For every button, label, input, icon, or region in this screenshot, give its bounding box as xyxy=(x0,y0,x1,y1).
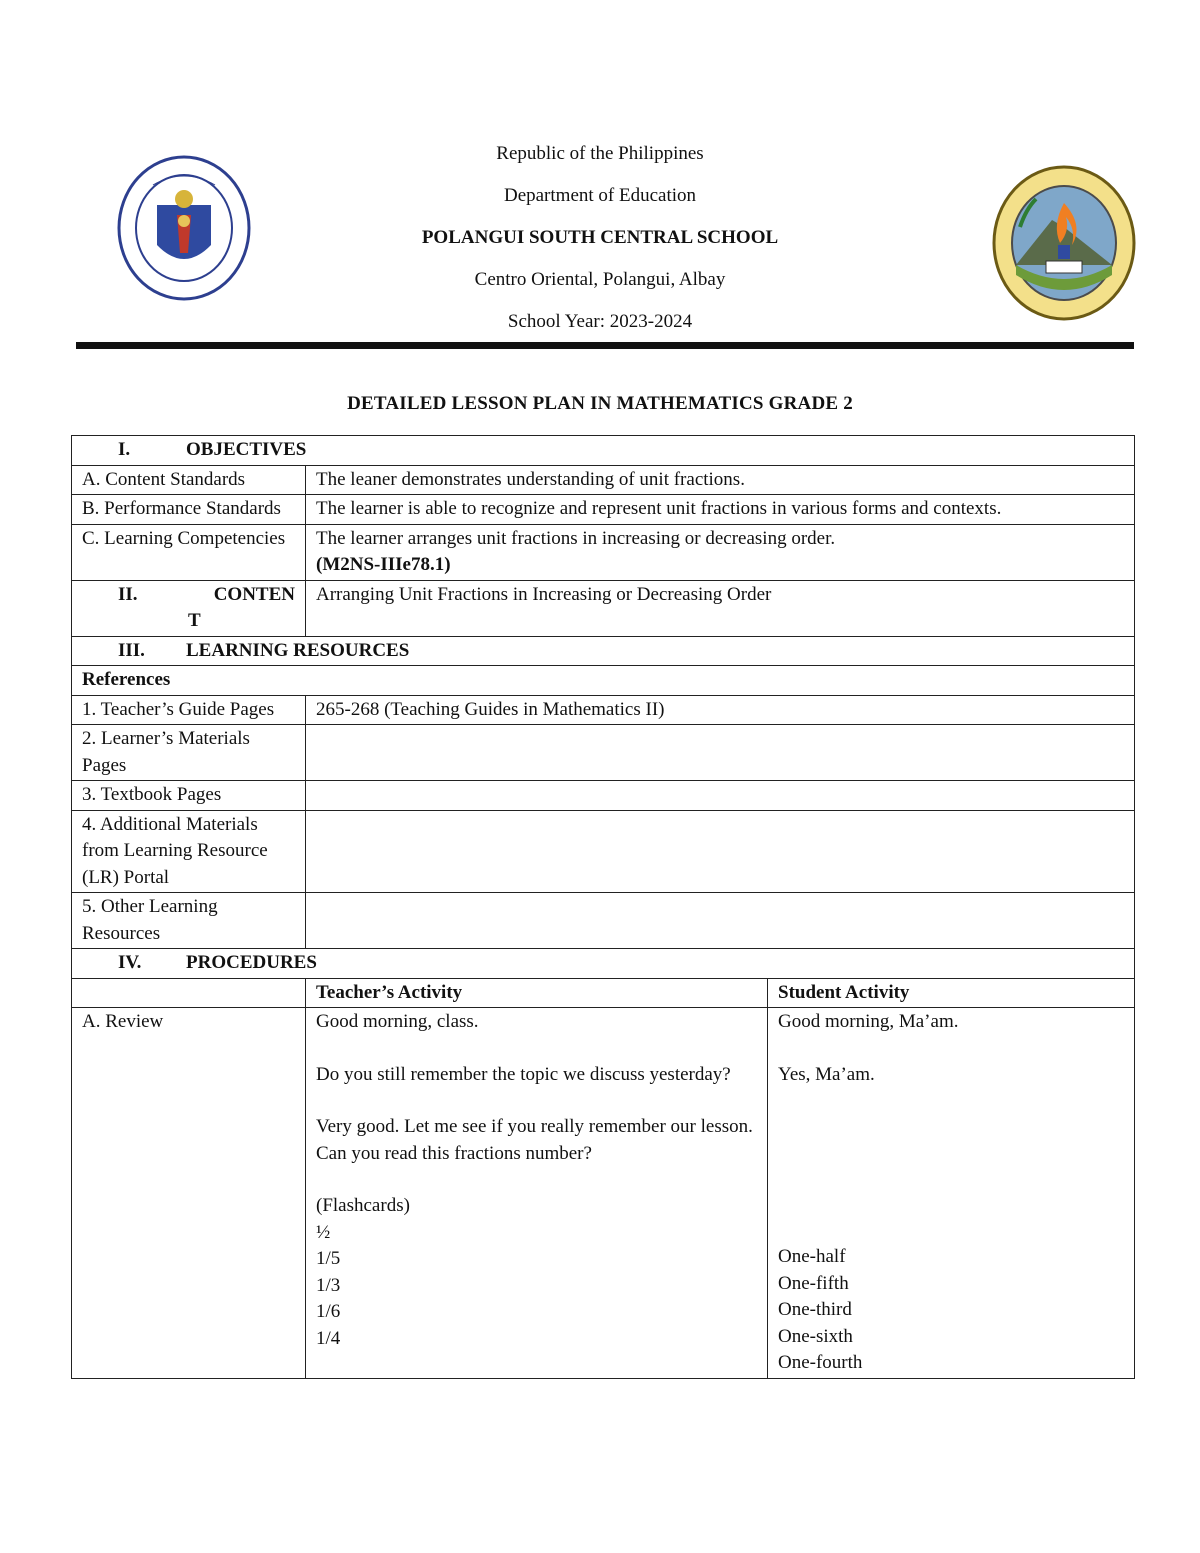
competencies-code: (M2NS-IIIe78.1) xyxy=(316,554,451,575)
student-answer: One-third xyxy=(778,1299,852,1320)
student-answer: One-fourth xyxy=(778,1352,863,1373)
section-label: PROCEDURES xyxy=(186,952,317,973)
competencies-value: The learner arranges unit fractions in increasing or decreasing order. xyxy=(316,527,836,549)
table-row xyxy=(72,495,1135,525)
section-number: II. xyxy=(118,583,138,605)
department-name: Department of Education xyxy=(503,185,697,206)
content-standards-label: A. Content Standards xyxy=(72,465,306,495)
table-row xyxy=(72,810,1135,893)
school-name: POLANGUI SOUTH CENTRAL SCHOOL xyxy=(421,227,779,248)
section-procedures-row xyxy=(72,949,1135,979)
section-label: OBJECTIVES xyxy=(186,439,307,460)
textbook-pages-value xyxy=(306,781,1135,811)
section-label-wrap: T xyxy=(188,610,201,631)
table-row xyxy=(72,695,1135,725)
lesson-plan-table xyxy=(71,435,1135,1379)
school-address: Centro Oriental, Polangui, Albay xyxy=(474,269,726,290)
section-objectives-heading xyxy=(72,436,1135,466)
content-standards-value: The leaner demonstrates understanding of unit fractions. xyxy=(306,465,1135,495)
fraction-item: 1/5 xyxy=(316,1248,341,1269)
section-content-heading xyxy=(72,580,306,636)
section-procedures-heading xyxy=(72,949,1135,979)
content-value: Arranging Unit Fractions in Increasing or Decreasing Order xyxy=(306,580,1135,636)
teacher-line: Good morning, class. xyxy=(316,1011,479,1032)
textbook-pages-label: 3. Textbook Pages xyxy=(72,781,306,811)
performance-standards-value: The learner is able to recognize and represent unit fractions in various forms and contexts. xyxy=(306,495,1135,525)
section-number: IV. xyxy=(118,952,142,973)
teacher-line: Do you still remember the topic we discuss yesterday? xyxy=(316,1063,731,1085)
performance-standards-label: B. Performance Standards xyxy=(72,495,306,525)
competencies-cell xyxy=(306,524,1135,580)
fraction-item: ½ xyxy=(316,1221,331,1243)
document-title: DETAILED LESSON PLAN IN MATHEMATICS GRADE 2 xyxy=(347,393,853,414)
teachers-guide-value: 265-268 (Teaching Guides in Mathematics II) xyxy=(306,695,1135,725)
review-row xyxy=(72,1008,1135,1379)
table-header-row xyxy=(72,978,1135,1008)
student-activity-cell xyxy=(768,1008,1135,1379)
section-content-row xyxy=(72,580,1135,636)
section-resources-row xyxy=(72,636,1135,666)
competencies-label: C. Learning Competencies xyxy=(72,524,306,580)
student-line: Good morning, Ma’am. xyxy=(778,1011,959,1032)
table-row xyxy=(72,465,1135,495)
teachers-guide-label: 1. Teacher’s Guide Pages xyxy=(72,695,306,725)
country-name: Republic of the Philippines xyxy=(496,143,704,164)
section-objectives-row xyxy=(72,436,1135,466)
table-row xyxy=(72,781,1135,811)
section-resources-heading xyxy=(72,636,1135,666)
additional-materials-value xyxy=(306,810,1135,893)
references-label: References xyxy=(72,666,1135,696)
student-answer: One-sixth xyxy=(778,1325,853,1347)
header-divider xyxy=(76,342,1134,349)
teacher-activity-header: Teacher’s Activity xyxy=(306,978,768,1008)
section-number: I. xyxy=(118,439,131,460)
teacher-line: Very good. Let me see if you really remember our lesson. Can you read this fractions number? xyxy=(316,1116,753,1164)
document-header xyxy=(0,138,1200,348)
student-line: Yes, Ma’am. xyxy=(778,1063,875,1085)
fraction-item: 1/4 xyxy=(316,1327,341,1349)
fraction-item: 1/3 xyxy=(316,1274,341,1296)
table-row xyxy=(72,893,1135,949)
fraction-item: 1/6 xyxy=(316,1301,341,1322)
student-activity-header: Student Activity xyxy=(768,978,1135,1008)
learners-materials-value xyxy=(306,725,1135,781)
empty-header-cell xyxy=(72,978,306,1008)
other-resources-value xyxy=(306,893,1135,949)
section-label: CONTEN xyxy=(213,583,295,605)
teacher-line: (Flashcards) xyxy=(316,1195,410,1216)
student-answer: One-fifth xyxy=(778,1272,849,1294)
section-label: LEARNING RESOURCES xyxy=(186,639,410,661)
school-year: School Year: 2023-2024 xyxy=(507,311,693,332)
other-resources-label: 5. Other Learning Resources xyxy=(72,893,306,949)
learners-materials-label: 2. Learner’s Materials Pages xyxy=(72,725,306,781)
additional-materials-label: 4. Additional Materials from Learning Resource (LR) Portal xyxy=(72,810,306,893)
teacher-activity-cell xyxy=(306,1008,768,1379)
table-row xyxy=(72,524,1135,580)
student-answer: One-half xyxy=(778,1246,846,1267)
section-number: III. xyxy=(118,639,145,661)
table-row xyxy=(72,666,1135,696)
table-row xyxy=(72,725,1135,781)
review-label: A. Review xyxy=(72,1008,306,1379)
